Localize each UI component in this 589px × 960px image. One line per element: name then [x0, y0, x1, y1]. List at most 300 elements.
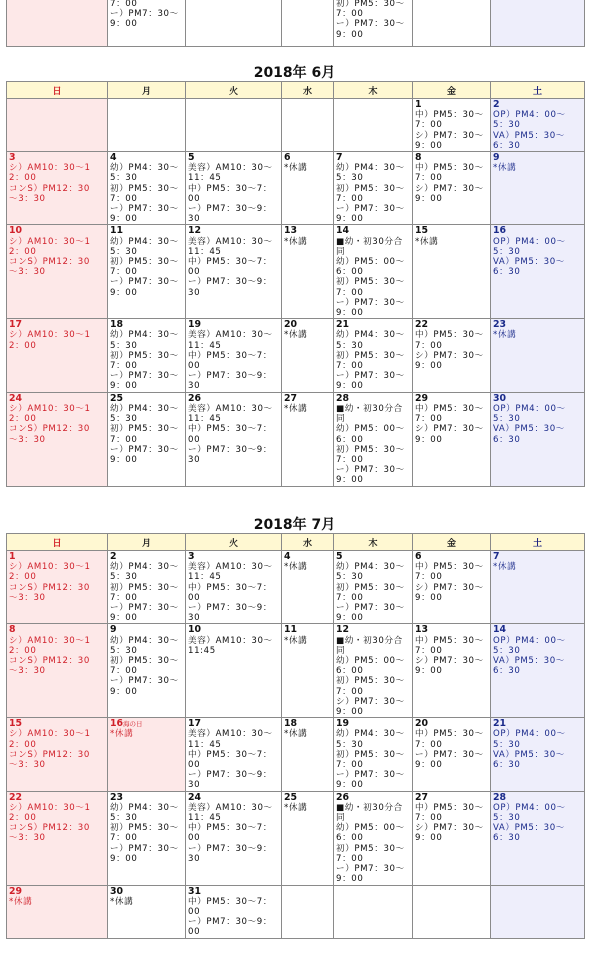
schedule-line: 6：30 [493, 760, 521, 771]
day-number: 4 [284, 551, 291, 562]
day-cell [186, 885, 282, 938]
schedule-line: 9：00 [110, 454, 138, 465]
schedule-line: 幼）PM4：30〜 [110, 236, 179, 247]
schedule-line: コンS）PM12：30 [9, 823, 90, 834]
day-cell [282, 99, 334, 152]
schedule-line: 7：00 [415, 120, 443, 131]
schedule-line: 美容）AM10：30〜 [188, 562, 273, 573]
day-number: 27 [415, 791, 429, 803]
schedule-line: ー）PM7：30〜9： [188, 204, 273, 215]
schedule-line: *休講 [493, 163, 517, 174]
day-cell [7, 718, 108, 791]
day-cell [491, 152, 585, 225]
schedule-line: ー）PM7：30〜 [336, 770, 405, 781]
schedule-line: 2：00 [9, 813, 37, 824]
schedule-line: 中）PM5：30〜7： [188, 183, 273, 194]
schedule-line: 初）PM5：30〜 [110, 424, 179, 435]
day-cell [282, 791, 334, 885]
day-number: 22 [9, 791, 23, 803]
schedule-line: 中）PM5：30〜7： [188, 257, 273, 268]
schedule-line: 9：00 [415, 434, 443, 445]
day-number: 6 [415, 551, 422, 562]
schedule-line: ー）PM7：30〜9： [188, 917, 273, 928]
schedule-line: 〜3：30 [9, 592, 46, 603]
schedule-line: *休講 [493, 330, 517, 341]
day-cell [108, 551, 186, 624]
weekday-header-sat: 土 [491, 534, 585, 551]
day-cell [108, 718, 186, 791]
schedule-line: シ）PM7：30〜 [336, 696, 405, 707]
day-cell [413, 791, 491, 885]
schedule-line: 〜3：30 [9, 193, 46, 204]
schedule-line: 中）PM5：30〜7： [188, 350, 273, 361]
day-number: 19 [336, 718, 350, 730]
day-cell [334, 99, 413, 152]
day-number: 17 [9, 319, 23, 331]
day-cell [491, 791, 585, 885]
schedule-line: シ）PM7：30〜 [415, 582, 484, 593]
schedule-line: 9：00 [415, 140, 443, 151]
day-number: 23 [493, 319, 507, 331]
day-cell [7, 624, 108, 718]
schedule-line: 30 [188, 214, 201, 225]
schedule-line: VA）PM5：30〜 [493, 130, 565, 141]
day-number: 18 [110, 319, 124, 331]
day-cell [7, 225, 108, 319]
day-cell [334, 152, 413, 225]
day-cell [186, 225, 282, 319]
day-number: 16 [493, 225, 507, 237]
schedule-line: 00 [188, 193, 201, 204]
schedule-line: 30 [188, 287, 201, 298]
day-cell [413, 624, 491, 718]
weekday-header-mon: 月 [108, 534, 186, 551]
schedule-line: 7：00 [336, 287, 364, 298]
schedule-line: *休講 [284, 729, 308, 740]
day-number: 23 [110, 791, 124, 803]
schedule-line: ■幼・初30分合 [336, 236, 403, 247]
day-number: 5 [188, 152, 195, 164]
schedule-line: 中）PM5：30〜 [415, 635, 484, 646]
schedule-line: 11：45 [188, 813, 222, 824]
schedule-line: シ）PM7：30〜 [415, 350, 484, 361]
day-number: 29 [9, 885, 23, 897]
schedule-line: 00 [188, 760, 201, 771]
schedule-line: 9：00 [415, 666, 443, 677]
schedule-line: 〜3：30 [9, 267, 46, 278]
day-number: 3 [188, 551, 195, 562]
day-cell [186, 319, 282, 392]
schedule-line: 美容）AM10：30〜 [188, 635, 273, 646]
week-row [7, 885, 585, 938]
schedule-line: 美容）AM10：30〜 [188, 729, 273, 740]
day-cell [413, 319, 491, 392]
schedule-line: ー）PM7：30〜9： [188, 277, 273, 288]
schedule-line: *休講 [284, 635, 308, 646]
schedule-line: 7：00 [336, 592, 364, 603]
schedule-line: 5：30 [493, 246, 521, 257]
day-cell [334, 885, 413, 938]
day-cell [186, 152, 282, 225]
schedule-line: ー）PM7：30〜9： [188, 603, 273, 614]
weekday-header-tue: 火 [186, 82, 282, 99]
schedule-line: 〜3：30 [9, 666, 46, 677]
day-cell [7, 791, 108, 885]
schedule-line: OP）PM4：00〜 [493, 110, 566, 121]
week-row [7, 99, 585, 152]
schedule-line: 幼）PM4：30〜 [336, 330, 405, 341]
day-cell [491, 718, 585, 791]
day-number: 10 [9, 225, 23, 237]
schedule-line: 7：00 [336, 361, 364, 372]
day-number: 18 [284, 718, 298, 730]
schedule-line: OP）PM4：00〜 [493, 729, 566, 740]
day-number: 24 [188, 791, 202, 803]
day-cell [108, 392, 186, 486]
day-cell [491, 624, 585, 718]
day-number: 11 [284, 624, 298, 636]
schedule-line: 9：00 [336, 874, 364, 885]
day-number: 8 [415, 152, 422, 164]
schedule-line: 9：00 [110, 214, 138, 225]
calendar-june [6, 81, 585, 487]
schedule-line: OP）PM4：00〜 [493, 403, 566, 414]
day-cell [413, 0, 491, 46]
day-cell [186, 624, 282, 718]
day-cell [282, 225, 334, 319]
day-number: 16 [110, 718, 124, 730]
schedule-line: 美容）AM10：30〜 [188, 802, 273, 813]
week-row [7, 152, 585, 225]
day-cell [108, 152, 186, 225]
schedule-line: 同 [336, 645, 346, 656]
schedule-line: *休講 [110, 896, 134, 907]
schedule-line: 7：00 [336, 686, 364, 697]
schedule-line: 30 [188, 780, 201, 791]
schedule-line: VA）PM5：30〜 [493, 424, 565, 435]
schedule-line: 〜3：30 [9, 434, 46, 445]
day-number: 20 [284, 319, 298, 331]
schedule-line: 9：00 [415, 833, 443, 844]
schedule-line: 中）PM5：30〜7： [188, 896, 273, 907]
day-number: 14 [336, 225, 350, 237]
day-number: 21 [336, 319, 350, 331]
schedule-line: コンS）PM12：30 [9, 424, 90, 435]
day-cell [186, 551, 282, 624]
schedule-line: 中）PM5：30〜 [415, 729, 484, 740]
schedule-line: シ）PM7：30〜 [415, 823, 484, 834]
schedule-line: シ）PM7：30〜 [415, 130, 484, 141]
previous-month-fragment [6, 0, 585, 47]
day-cell [413, 99, 491, 152]
weekday-header-mon: 月 [108, 82, 186, 99]
schedule-line: 初）PM5：30〜 [336, 582, 405, 593]
schedule-line: 9：00 [110, 613, 138, 624]
schedule-line: 7：00 [415, 645, 443, 656]
day-number: 29 [415, 392, 429, 404]
day-cell [334, 319, 413, 392]
day-cell [282, 624, 334, 718]
day-number: 30 [493, 392, 507, 404]
day-cell [282, 319, 334, 392]
schedule-line: VA）PM5：30〜 [493, 656, 565, 667]
schedule-line: OP）PM4：00〜 [493, 802, 566, 813]
weekday-header-tue: 火 [186, 534, 282, 551]
day-number: 19 [188, 319, 202, 331]
schedule-line: ー）PM7：30〜 [336, 465, 405, 476]
schedule-line: 幼）PM4：30〜 [336, 729, 405, 740]
weekday-header-sun: 日 [7, 82, 108, 99]
day-number: 9 [493, 152, 500, 164]
schedule-line: 幼）PM4：30〜 [110, 330, 179, 341]
day-cell [186, 718, 282, 791]
week-row [7, 718, 585, 791]
schedule-line: 00 [188, 833, 201, 844]
day-cell [7, 392, 108, 486]
schedule-line: 7：00 [415, 813, 443, 824]
day-cell [334, 0, 413, 46]
day-number: 6 [284, 152, 291, 164]
weekday-header-thu: 木 [334, 534, 413, 551]
day-cell [282, 718, 334, 791]
schedule-line: コンS）PM12：30 [9, 656, 90, 667]
day-number: 24 [9, 392, 23, 404]
schedule-line: 9：00 [336, 214, 364, 225]
schedule-line: 初）PM5：30〜 [336, 183, 405, 194]
schedule-line: 00 [188, 927, 201, 938]
schedule-line: 6：30 [493, 140, 521, 151]
schedule-line: 〜3：30 [9, 833, 46, 844]
day-number: 20 [415, 718, 429, 730]
schedule-line: ー）PM7：30〜 [110, 204, 179, 215]
day-cell [7, 152, 108, 225]
schedule-line: 6：00 [336, 267, 364, 278]
schedule-line: 中）PM5：30〜7： [188, 823, 273, 834]
schedule-line: シ）PM7：30〜 [415, 424, 484, 435]
schedule-line: シ）AM10：30〜1 [9, 236, 91, 247]
schedule-line: 5：30 [336, 739, 364, 750]
schedule-line: ー）PM7：30〜 [336, 297, 405, 308]
day-number: 4 [110, 152, 117, 164]
schedule-line: 中）PM5：30〜 [415, 802, 484, 813]
day-cell [491, 392, 585, 486]
schedule-line: 11:45 [188, 645, 216, 656]
schedule-line: 9：00 [336, 381, 364, 392]
schedule-line: シ）AM10：30〜1 [9, 562, 91, 573]
schedule-line: 7：00 [336, 454, 364, 465]
schedule-line: 2：00 [9, 414, 37, 425]
day-cell [7, 319, 108, 392]
schedule-line: 30 [188, 381, 201, 392]
schedule-line: *休講 [284, 802, 308, 813]
day-number: 22 [415, 319, 429, 331]
week-row [7, 319, 585, 392]
schedule-line: *休講 [284, 163, 308, 174]
schedule-line: 幼）PM5：00〜 [336, 656, 405, 667]
schedule-line: ー）PM7：30〜 [110, 9, 179, 20]
schedule-line: 5：30 [493, 414, 521, 425]
schedule-line: 11：45 [188, 246, 222, 257]
schedule-line: 幼）PM4：30〜 [110, 562, 179, 573]
schedule-line: 初）PM5：30〜 [336, 676, 405, 687]
day-number: 26 [336, 791, 350, 803]
day-number: 30 [110, 885, 124, 897]
schedule-line: 同 [336, 414, 346, 425]
schedule-line: 7：00 [336, 9, 364, 20]
schedule-line: 2：00 [9, 739, 37, 750]
schedule-line: 5：30 [493, 120, 521, 131]
schedule-line: ■幼・初30分合 [336, 635, 403, 646]
day-number: 25 [284, 791, 298, 803]
schedule-line: シ）AM10：30〜1 [9, 403, 91, 414]
schedule-line: 9：00 [110, 686, 138, 697]
schedule-line: *休講 [284, 236, 308, 247]
schedule-line: VA）PM5：30〜 [493, 257, 565, 268]
schedule-line: 美容）AM10：30〜 [188, 163, 273, 174]
schedule-line: 30 [188, 853, 201, 864]
day-number: 9 [110, 624, 117, 636]
day-cell [491, 0, 585, 46]
schedule-line: 9：00 [336, 780, 364, 791]
schedule-line: 初）PM5：30〜 [336, 277, 405, 288]
schedule-line: 2：00 [9, 572, 37, 583]
schedule-line: ー）PM7：30〜9： [188, 444, 273, 455]
schedule-line: ■幼・初30分合 [336, 802, 403, 813]
day-cell [108, 624, 186, 718]
schedule-line: 中）PM5：30〜 [415, 562, 484, 573]
schedule-line: ー）PM7：30〜 [110, 371, 179, 382]
day-cell [491, 551, 585, 624]
day-cell [186, 99, 282, 152]
schedule-line: ー）PM7：30〜9： [188, 843, 273, 854]
schedule-line: 7：00 [110, 0, 138, 9]
day-number: 3 [9, 152, 16, 164]
schedule-line: 9：00 [336, 707, 364, 718]
schedule-line: 6：30 [493, 833, 521, 844]
schedule-line: 2：00 [9, 645, 37, 656]
day-cell [334, 791, 413, 885]
schedule-line: 美容）AM10：30〜 [188, 403, 273, 414]
schedule-line: コンS）PM12：30 [9, 749, 90, 760]
day-cell [186, 0, 282, 46]
day-cell [108, 319, 186, 392]
day-cell [334, 718, 413, 791]
day-number: 1 [9, 551, 16, 562]
day-cell [413, 885, 491, 938]
weekday-header-sat: 土 [491, 82, 585, 99]
day-cell [282, 392, 334, 486]
schedule-line: 5：30 [336, 173, 364, 184]
schedule-line: 5：30 [110, 173, 138, 184]
day-cell [108, 791, 186, 885]
schedule-line: 7：00 [415, 173, 443, 184]
schedule-line: シ）PM7：30〜 [415, 656, 484, 667]
schedule-line: シ）AM10：30〜1 [9, 330, 91, 341]
schedule-line: 初）PM5：30〜 [110, 656, 179, 667]
schedule-line: 幼）PM4：30〜 [110, 635, 179, 646]
schedule-line: 9：00 [415, 361, 443, 372]
day-cell [413, 718, 491, 791]
schedule-line: *休講 [493, 562, 517, 573]
schedule-line: 5：30 [110, 414, 138, 425]
schedule-line: 5：30 [336, 572, 364, 583]
day-number: 12 [336, 624, 350, 636]
day-cell [491, 319, 585, 392]
schedule-line: 5：30 [110, 572, 138, 583]
day-cell [491, 225, 585, 319]
schedule-line: *休講 [284, 403, 308, 414]
day-cell [7, 0, 108, 46]
day-cell [282, 152, 334, 225]
day-cell [282, 551, 334, 624]
schedule-line: 7：00 [415, 340, 443, 351]
day-number: 15 [9, 718, 23, 730]
schedule-line: 5：30 [110, 645, 138, 656]
schedule-line: *休講 [284, 562, 308, 573]
schedule-line: *休講 [9, 896, 33, 907]
day-number: 11 [110, 225, 124, 237]
schedule-line: 同 [336, 246, 346, 257]
schedule-line: 7：00 [415, 572, 443, 583]
schedule-line: *休講 [415, 236, 439, 247]
schedule-line: 5：30 [493, 739, 521, 750]
day-number: 26 [188, 392, 202, 404]
schedule-line: ■幼・初30分合 [336, 403, 403, 414]
day-number: 2 [110, 551, 117, 562]
schedule-line: 11：45 [188, 739, 222, 750]
day-number: 14 [493, 624, 507, 636]
schedule-line: *休講 [284, 330, 308, 341]
schedule-line: OP）PM4：00〜 [493, 236, 566, 247]
day-number: 13 [415, 624, 429, 636]
schedule-line: 7：00 [110, 592, 138, 603]
schedule-line: 9：00 [415, 592, 443, 603]
schedule-line: 初）PM5：30〜 [336, 444, 405, 455]
schedule-line: 7：00 [415, 414, 443, 425]
schedule-line: 00 [188, 592, 201, 603]
schedule-line: 7：00 [110, 666, 138, 677]
schedule-line: 5：30 [336, 340, 364, 351]
schedule-line: 初）PM5：30〜 [336, 749, 405, 760]
schedule-line: コンS）PM12：30 [9, 582, 90, 593]
schedule-line: 幼）PM5：00〜 [336, 823, 405, 834]
day-number: 13 [284, 225, 298, 237]
schedule-line: コンS）PM12：30 [9, 257, 90, 268]
schedule-line: 5：30 [493, 813, 521, 824]
weekday-header-thu: 木 [334, 82, 413, 99]
schedule-line: 6：30 [493, 666, 521, 677]
schedule-line: 幼）PM5：00〜 [336, 424, 405, 435]
day-number: 7 [493, 551, 500, 562]
schedule-line: 同 [336, 813, 346, 824]
day-number: 28 [493, 791, 507, 803]
schedule-line: シ）AM10：30〜1 [9, 163, 91, 174]
schedule-line: シ）AM10：30〜1 [9, 802, 91, 813]
day-cell [7, 885, 108, 938]
schedule-line: 00 [188, 434, 201, 445]
schedule-line: 幼）PM4：30〜 [110, 403, 179, 414]
schedule-line: 00 [188, 906, 201, 917]
schedule-line: ー）PM7：30〜 [110, 277, 179, 288]
month-title: 2018年 6月 [253, 65, 336, 81]
day-number: 5 [336, 551, 343, 562]
schedule-line: 5：30 [110, 340, 138, 351]
schedule-line: 5：30 [493, 645, 521, 656]
schedule-line: 7：00 [110, 361, 138, 372]
schedule-line: 幼）PM4：30〜 [336, 562, 405, 573]
schedule-line: 9：00 [110, 853, 138, 864]
schedule-line: 6：00 [336, 434, 364, 445]
